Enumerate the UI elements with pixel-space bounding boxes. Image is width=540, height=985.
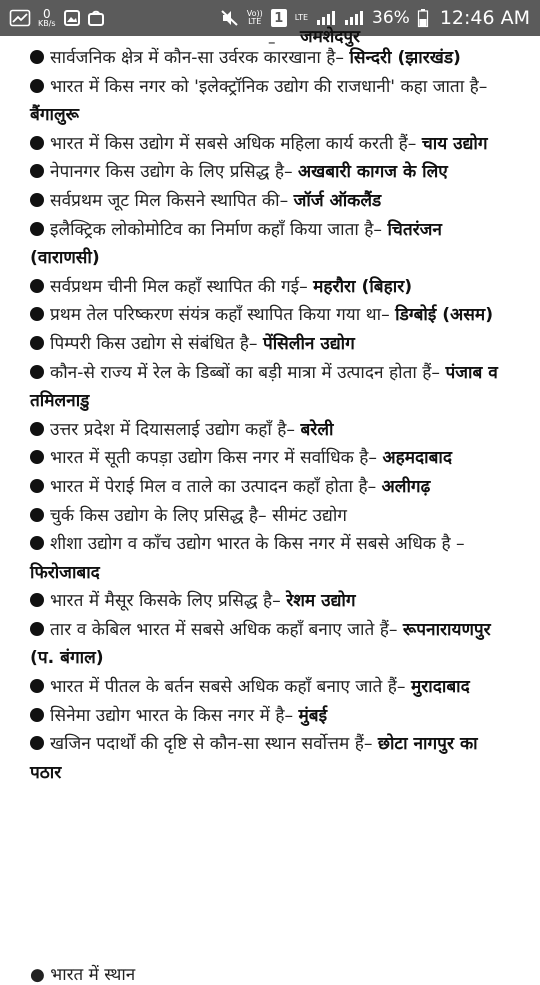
fact-item: [30, 473, 508, 502]
image-content: [0, 27, 540, 985]
fact-item: [30, 301, 508, 330]
fact-item: [30, 273, 508, 302]
status-bar: [0, 0, 540, 36]
bullet-icon: [30, 736, 44, 750]
lte-indicator: LTE: [294, 13, 309, 22]
fact-question: सिनेमा उद्योग भारत के किस नगर में है–: [50, 705, 294, 726]
partial-bottom-line: ● भारत में स्थान: [30, 965, 136, 985]
bullet-icon: [30, 50, 44, 64]
fact-item: [30, 130, 508, 159]
fact-question: सर्वप्रथम चीनी मिल कहाँ स्थापित की गई–: [50, 276, 308, 297]
fact-answer: अहमदाबाद: [382, 448, 453, 469]
bullet-icon: [30, 708, 44, 722]
fact-question: भारत में मैसूर किसके लिए प्रसिद्ध है–: [50, 591, 281, 612]
fact-item: [30, 730, 508, 787]
partial-top-dash: –: [268, 33, 276, 51]
fact-item: [30, 330, 508, 359]
bullet-icon: [30, 336, 44, 350]
partial-top-answer: जमशेदपुर: [300, 27, 360, 47]
fact-answer: रूपनारायणपुर (प. बंगाल): [30, 619, 491, 669]
fact-question: पिम्परी किस उद्योग से संबंधित है–: [50, 333, 258, 354]
fact-item: [30, 187, 508, 216]
fact-question: नेपानगर किस उद्योग के लिए प्रसिद्ध है–: [50, 162, 293, 183]
fact-answer: बरेली: [300, 419, 334, 440]
fact-item: [30, 702, 508, 731]
bullet-icon: [30, 622, 44, 636]
bullet-icon: [30, 536, 44, 550]
status-bar-left: [10, 8, 104, 28]
fact-question: प्रथम तेल परिष्करण संयंत्र कहाँ स्थापित किया गया था–: [50, 305, 390, 326]
fact-answer: चाय उद्योग: [421, 133, 488, 154]
fact-question: सर्वप्रथम जूट मिल किसने स्थापित की–: [50, 190, 289, 211]
fact-question: खजिन पदार्थों की दृष्टि से कौन-सा स्थान सर्वोत्तम हैं–: [50, 734, 373, 755]
fact-item: [30, 587, 508, 616]
fact-answer: महरौरा (बिहार): [313, 276, 413, 297]
bullet-icon: [30, 79, 44, 93]
bullet-icon: [30, 136, 44, 150]
fact-question: शीशा उद्योग व काँच उद्योग भारत के किस नगर में सबसे अधिक है –: [50, 534, 465, 555]
fact-question: कौन-से राज्य में रेल के डिब्बों का बड़ी मात्रा में उत्पादन होता हैं–: [50, 362, 441, 383]
fact-item: [30, 416, 508, 445]
fact-question: भारत में पीतल के बर्तन सबसे अधिक कहाँ बनाए जाते हैं–: [50, 677, 406, 698]
fact-answer: डिग्बोई (असम): [395, 305, 494, 326]
fact-answer: अलीगढ़: [381, 476, 431, 497]
fact-item: [30, 616, 508, 673]
fact-item: [30, 530, 508, 587]
fact-answer: अखबारी कागज के लिए: [298, 162, 448, 183]
bullet-icon: [30, 679, 44, 693]
fact-question: भारत में पेराई मिल व ताले का उत्पादन कहाँ होता है–: [50, 476, 377, 497]
fact-answer: रेशम उद्योग: [286, 591, 356, 612]
bullet-icon: [30, 450, 44, 464]
fact-question: भारत में सूती कपड़ा उद्योग किस नगर में सर्वाधिक है–: [50, 448, 378, 469]
fact-item: [30, 73, 508, 130]
fact-question: भारत में किस उद्योग में सबसे अधिक महिला कार्य करती हैं–: [50, 133, 417, 154]
bullet-icon: [30, 279, 44, 293]
bullet-icon: [30, 307, 44, 321]
fact-answer: सीमंट उद्योग: [272, 505, 347, 526]
image-notification-icon: [64, 10, 80, 26]
bullet-icon: [30, 193, 44, 207]
fact-answer: पंजाब व तमिलनाडु: [30, 362, 498, 412]
bullet-icon: [30, 222, 44, 236]
fact-question: उत्तर प्रदेश में दियासलाई उद्योग कहाँ है–: [50, 419, 296, 440]
fact-question: तार व केबिल भारत में सबसे अधिक कहाँ बनाए जाते हैं–: [50, 619, 398, 640]
fact-item: [30, 359, 508, 416]
bullet-icon: [30, 422, 44, 436]
fact-item: [30, 44, 508, 73]
data-speed-indicator: 0 KB/s: [38, 7, 56, 28]
bullet-icon: [30, 365, 44, 379]
trend-icon: [10, 10, 30, 26]
fact-question: भारत में किस नगर को 'इलेक्ट्रॉनिक उद्योग की राजधानी' कहा जाता है–: [50, 76, 488, 97]
fact-answer: पेंसिलीन उद्योग: [262, 333, 355, 354]
fact-answer: जॉर्ज ऑकलैंड: [293, 190, 382, 211]
fact-question: सार्वजनिक क्षेत्र में कौन-सा उर्वरक कारखाना है–: [50, 48, 345, 68]
fact-answer: सिन्दरी (झारखंड): [349, 48, 461, 68]
fact-list: [30, 44, 508, 787]
volte-indicator: Vo)) LTE: [246, 9, 263, 26]
fact-item: [30, 444, 508, 473]
bag-notification-icon: [88, 10, 104, 26]
battery-icon: [418, 9, 428, 27]
fact-item: [30, 502, 508, 531]
fact-answer: फिरोजाबाद: [30, 562, 100, 583]
fact-answer: मुरादाबाद: [410, 677, 470, 698]
fact-answer: छोटा नागपुर का पठार: [30, 734, 478, 783]
fact-answer: बैंगालुरू: [30, 105, 79, 126]
bullet-icon: [30, 508, 44, 522]
bullet-icon: [30, 164, 44, 178]
fact-answer: चितरंजन (वाराणसी): [30, 219, 442, 269]
bullet-icon: [30, 593, 44, 607]
mute-icon: [221, 10, 239, 26]
fact-item: [30, 673, 508, 702]
bullet-icon: [30, 479, 44, 493]
sim-indicator: 1: [271, 9, 287, 27]
fact-question: चुर्क किस उद्योग के लिए प्रसिद्ध है–: [50, 505, 267, 526]
battery-percent: 36%: [372, 8, 410, 28]
fact-item: [30, 216, 508, 273]
clock: 12:46 AM: [439, 7, 530, 29]
fact-question: इलैक्ट्रिक लोकोमोटिव का निर्माण कहाँ किया जाता है–: [50, 219, 382, 240]
fact-answer: मुंबई: [298, 705, 328, 726]
status-bar-right: [221, 7, 530, 29]
fact-item: [30, 158, 508, 187]
